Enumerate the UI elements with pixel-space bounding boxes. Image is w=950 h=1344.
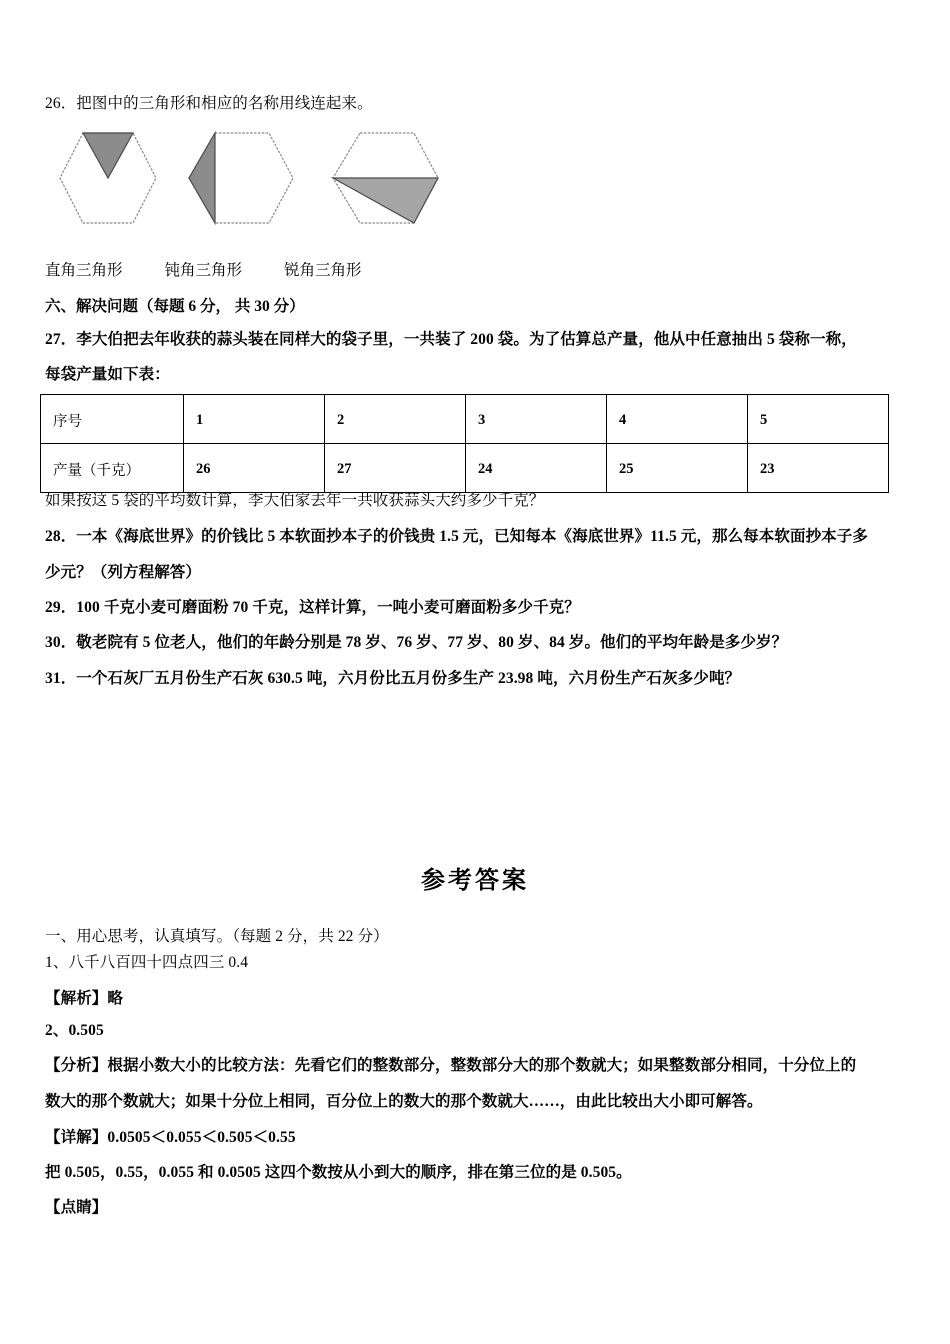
question-30-text: 30．敬老院有 5 位老人，他们的年龄分别是 78 岁、76 岁、77 岁、80 岁、84 岁。他们的平均年龄是多少岁？ <box>45 634 788 651</box>
table-cell-index-5: 5 <box>748 395 889 444</box>
answer-item-2-fenxi-line2: 数大的那个数就大；如果十分位上相同，百分位上的数大的那个数就大……，由此比较出大小即可解答。 <box>45 1093 763 1110</box>
hexagon-shape-3-svg <box>330 130 440 226</box>
answer-item-2-dianjing: 【点睛】 <box>45 1199 108 1216</box>
section-six-heading: 六、解决问题（每题 6 分， 共 30 分） <box>45 298 305 315</box>
answer-item-1-jiexi: 【解析】略 <box>45 990 124 1007</box>
question-26-text: 26．把图中的三角形和相应的名称用线连起来。 <box>45 95 373 112</box>
question-27-line1: 27．李大伯把去年收获的蒜头装在同样大的袋子里，一共装了 200 袋。为了估算总产量，他从中任意抽出 5 袋称一称， <box>45 331 857 348</box>
table-header-index: 序号 <box>41 395 184 444</box>
answer-item-2-fenxi-line1: 【分析】根据小数大小的比较方法：先看它们的整数部分，整数部分大的那个数就大；如果整数部分相同，十分位上的 <box>45 1057 857 1074</box>
table-cell-index-3: 3 <box>466 395 607 444</box>
triangle-name-labels <box>45 258 362 280</box>
table-cell-index-2: 2 <box>325 395 466 444</box>
table-cell-yield-4: 25 <box>607 444 748 493</box>
table-header-yield: 产量（千克） <box>41 444 184 493</box>
table-cell-yield-3: 24 <box>466 444 607 493</box>
table-cell-index-1: 1 <box>184 395 325 444</box>
answer-item-1: 1、八千八百四十四点四三 0.4 <box>45 954 249 971</box>
table-cell-index-4: 4 <box>607 395 748 444</box>
triangle-shapes-row <box>45 130 475 230</box>
answers-title: 参考答案 <box>421 867 529 894</box>
question-29-text: 29．100 千克小麦可磨面粉 70 千克，这样计算，一吨小麦可磨面粉多少千克？ <box>45 599 580 616</box>
table-cell-yield-5: 23 <box>748 444 889 493</box>
answer-item-2: 2、0.505 <box>45 1022 104 1039</box>
question-27-line2: 每袋产量如下表： <box>45 366 170 383</box>
hexagon-with-lower-triangle <box>330 130 440 231</box>
hexagon-shape-2-svg <box>187 130 295 226</box>
table-row-yield <box>41 444 889 493</box>
hexagon-with-left-triangle <box>187 130 295 231</box>
question-31-text: 31．一个石灰厂五月份生产石灰 630.5 吨，六月份比五月份多生产 23.98 吨，六月份生产石灰多少吨？ <box>45 670 741 687</box>
question-28-line1: 28．一本《海底世界》的价钱比 5 本软面抄本子的价钱贵 1.5 元，已知每本《海底世界》11.5 元，那么每本软面抄本子多 <box>45 528 868 545</box>
answer-item-2-xiangjie: 【详解】0.0505＜0.055＜0.505＜0.55 <box>45 1129 296 1146</box>
answers-section1-heading: 一、用心思考，认真填写。（每题 2 分，共 22 分） <box>45 928 389 945</box>
label-acute-triangle: 锐角三角形 <box>284 262 362 279</box>
label-right-triangle: 直角三角形 <box>45 262 123 279</box>
question-27-line3: 如果按这 5 袋的平均数计算，李大伯家去年一共收获蒜头大约多少千克？ <box>45 492 545 509</box>
table-cell-yield-1: 26 <box>184 444 325 493</box>
label-obtuse-triangle: 钝角三角形 <box>164 262 243 279</box>
table-cell-yield-2: 27 <box>325 444 466 493</box>
hexagon-shape-1-svg <box>58 130 158 226</box>
table-row-index <box>41 395 889 444</box>
yield-table <box>40 394 889 493</box>
answer-item-2-xiangjie-line2: 把 0.505，0.55，0.055 和 0.0505 这四个数按从小到大的顺序，排在第三位的是 0.505。 <box>45 1164 632 1181</box>
question-28-line2: 少元？（列方程解答） <box>45 564 202 581</box>
hexagon-with-inverted-triangle <box>58 130 158 231</box>
